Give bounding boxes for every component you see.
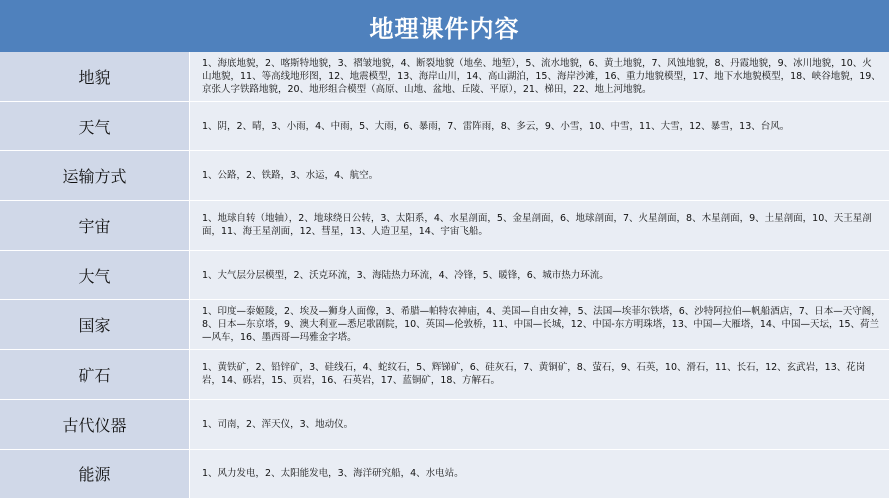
category-cell: 运输方式 [0, 151, 190, 201]
content-cell: 1、地球自转（地轴），2、地球绕日公转，3、太阳系，4、水星剖面，5、金星剖面，6、地球剖面，7、火星剖面，8、木星剖面，9、土星剖面，10、天王星剖面，11、海王星剖面，12、彗星，13、人造卫星，14、宇宙飞船。 [190, 201, 889, 251]
content-cell: 1、公路，2、铁路，3、水运，4、航空。 [190, 151, 889, 201]
category-cell: 矿石 [0, 350, 190, 400]
category-cell: 地貌 [0, 52, 190, 102]
title-bar [0, 0, 889, 52]
page-title: 地理课件内容 [369, 14, 520, 43]
content-cell: 1、大气层分层模型，2、沃克环流，3、海陆热力环流，4、冷锋，5、暖锋，6、城市热力环流。 [190, 251, 889, 301]
category-cell: 大气 [0, 251, 190, 301]
category-cell: 国家 [0, 300, 190, 350]
content-cell: 1、印度—泰姬陵，2、埃及—狮身人面像，3、希腊—帕特农神庙，4、美国—自由女神，5、法国—埃菲尔铁塔，6、沙特阿拉伯—帆船酒店，7、日本—天守阁，8、日本—东京塔，9、澳大利亚—悉尼歌剧院，10、英国—伦敦桥，11、中国—长城，12、中国-东方明珠塔，13、中国—大雁塔，14、中国—天坛，15、荷兰—风车，16、墨西哥—玛雅金字塔。 [190, 300, 889, 350]
category-cell: 古代仪器 [0, 400, 190, 450]
content-cell: 1、黄铁矿，2、铅锌矿，3、硅线石，4、蛇纹石，5、辉锑矿，6、硅灰石，7、黄铜矿，8、萤石，9、石英，10、滑石，11、长石，12、玄武岩，13、花岗岩，14、砾岩，15、页岩，16、石英岩，17、蓝铜矿，18、方解石。 [190, 350, 889, 400]
content-cell: 1、阴，2、晴，3、小雨，4、中雨，5、大雨，6、暴雨，7、雷阵雨，8、多云，9、小雪，10、中雪，11、大雪，12、暴雪，13、台风。 [190, 102, 889, 152]
category-cell: 宇宙 [0, 201, 190, 251]
category-cell: 能源 [0, 450, 190, 500]
content-table [0, 52, 889, 499]
content-cell: 1、海底地貌，2、喀斯特地貌，3、褶皱地貌，4、断裂地貌（地垒、地堑），5、流水地貌，6、黄土地貌，7、风蚀地貌，8、丹霞地貌，9、冰川地貌，10、火山地貌，11、等高线地形图，12、地震模型，13、海岸山川，14、高山湖泊，15、海岸沙滩，16、重力地貌模型，17、地下水地貌模型，18、峡谷地貌，19、京张人字铁路地貌，20、地形组合模型（高原、山地、盆地、丘陵、平原），21、梯田，22、地上河地貌。 [190, 52, 889, 102]
content-cell: 1、司南，2、浑天仪，3、地动仪。 [190, 400, 889, 450]
content-cell: 1、风力发电，2、太阳能发电，3、海洋研究船，4、水电站。 [190, 450, 889, 500]
category-cell: 天气 [0, 102, 190, 152]
